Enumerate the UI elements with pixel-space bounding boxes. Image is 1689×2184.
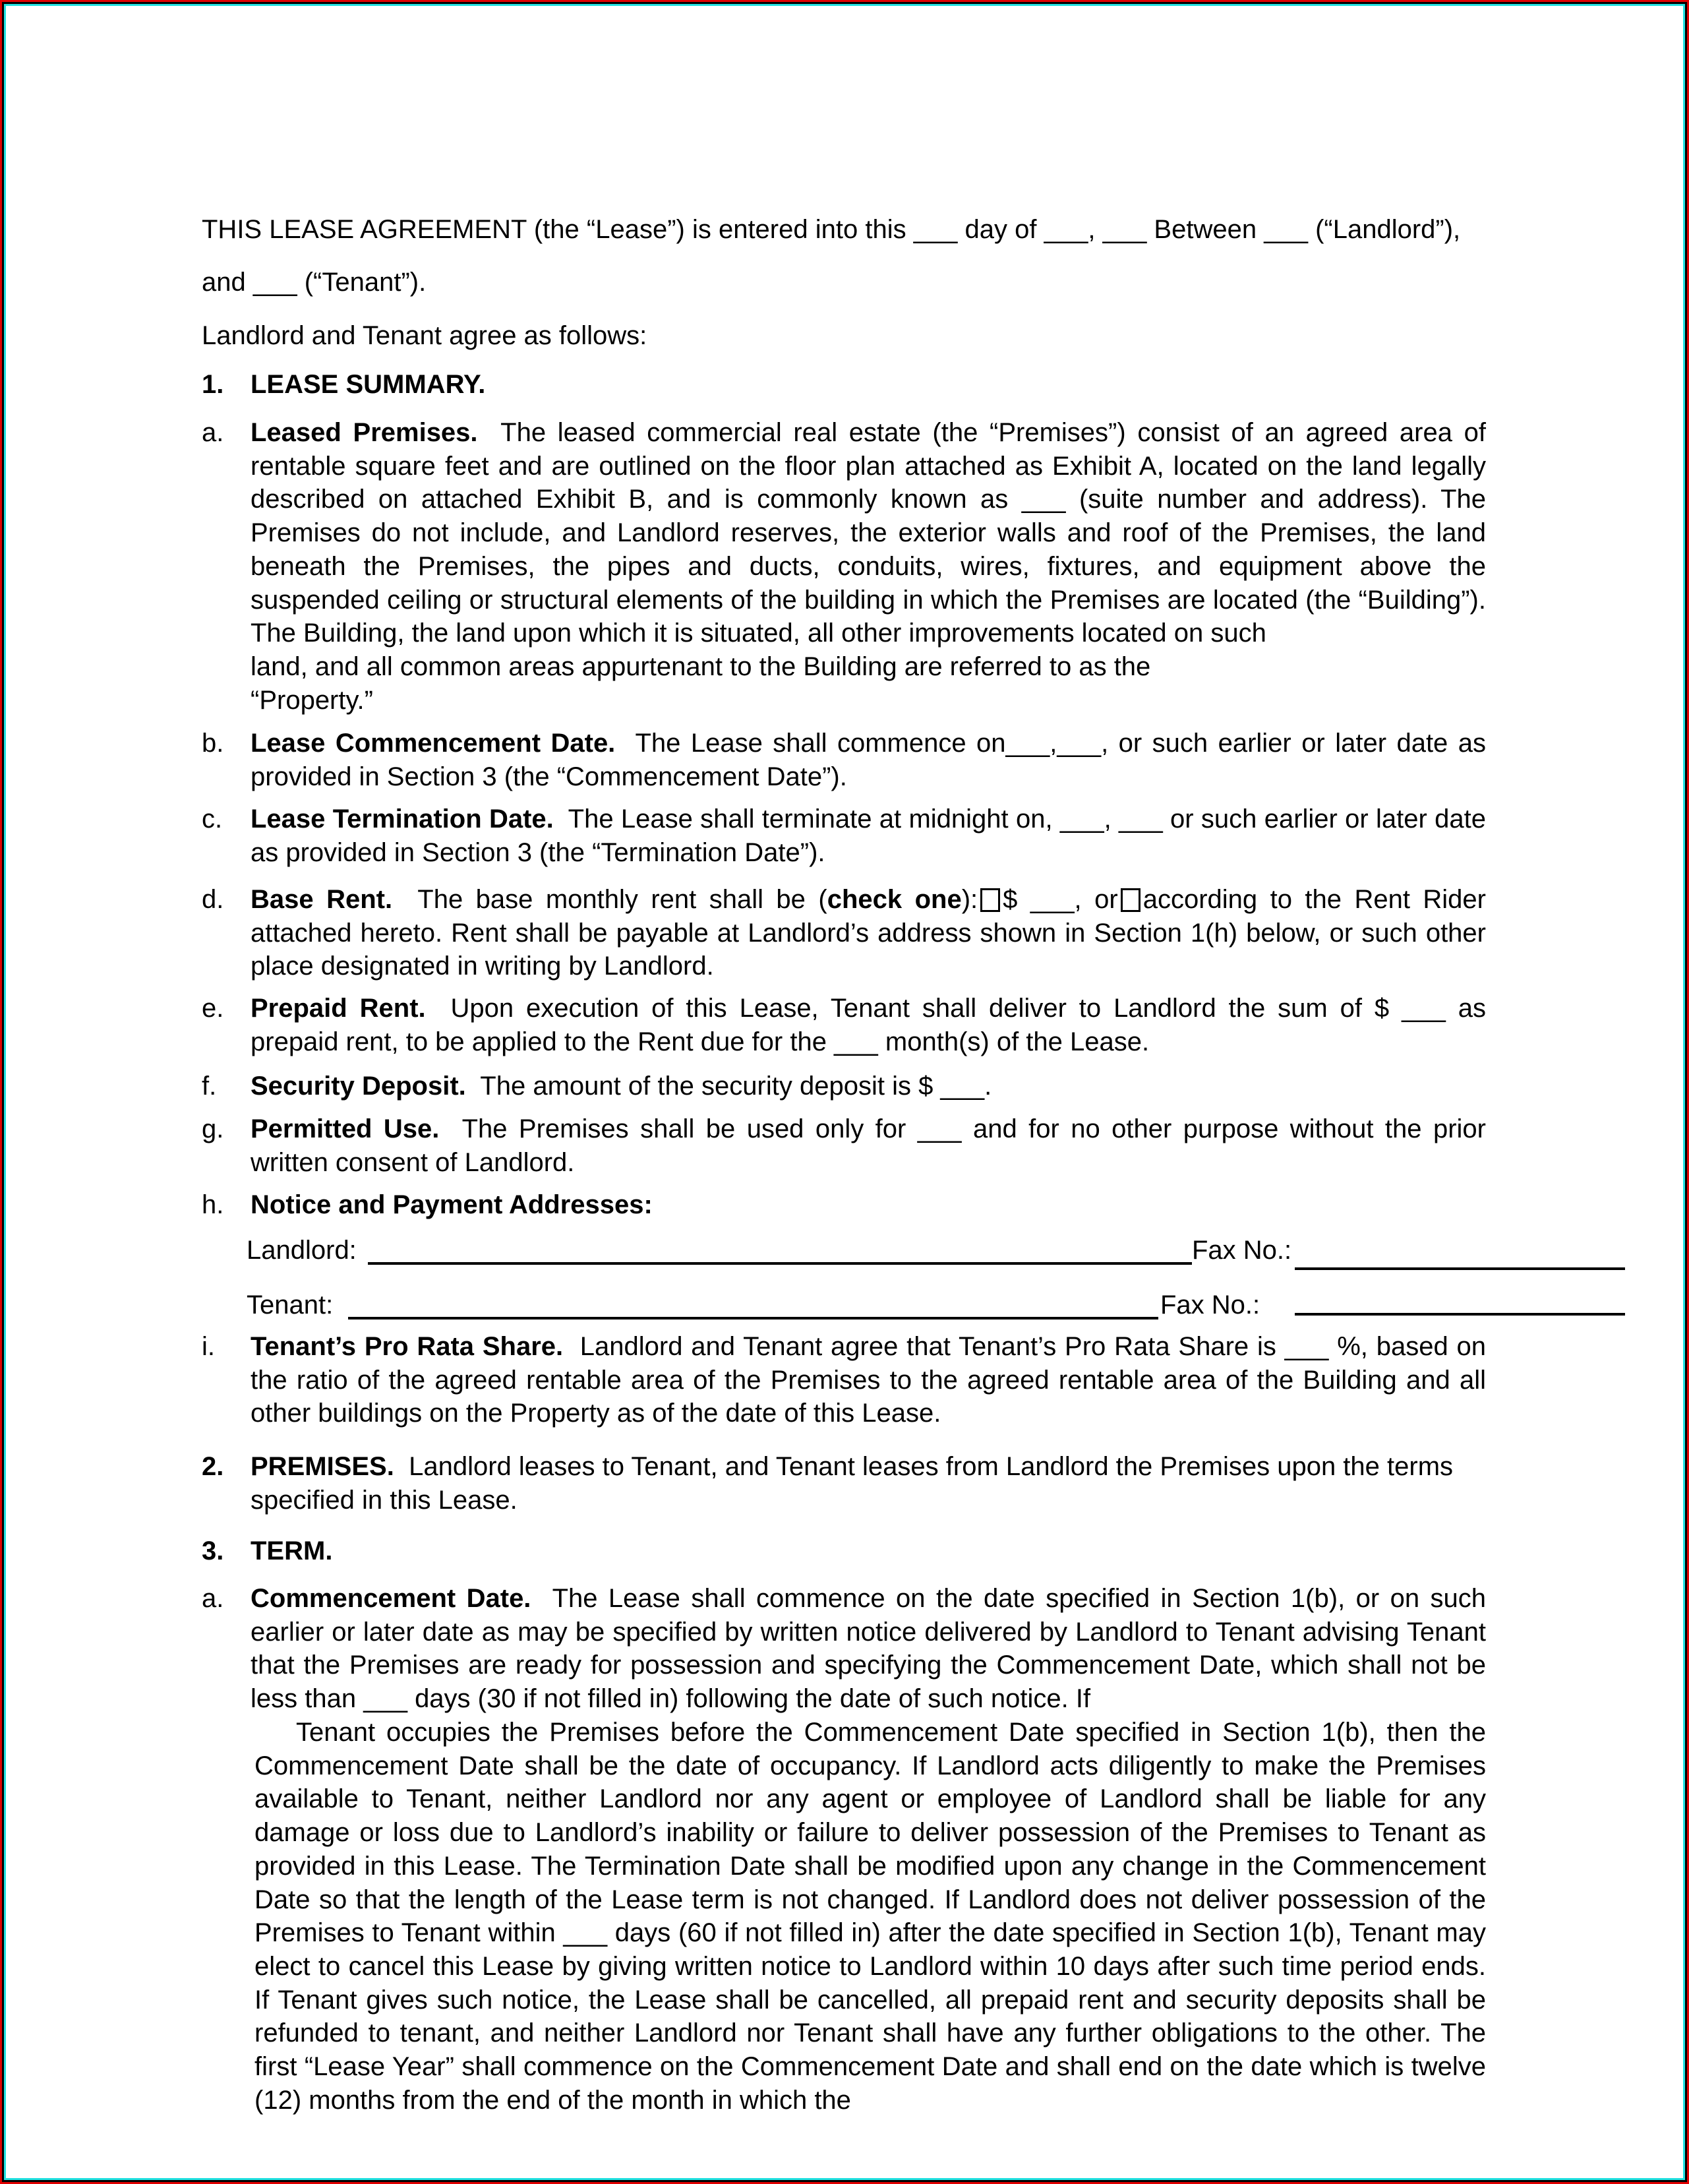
item-text: Upon execution of this Lease, Tenant shall deliver to Landlord the sum of $ ___ as prepaid rent, to be applied to the Rent due for the ___ month(s) of the Lease. — [251, 994, 1486, 1056]
item-3a-continuation: Tenant occupies the Premises before the Commencement Date specified in Section 1(b), then the Commencement Date shall be the date of occupancy. If Landlord acts diligently to make the Premises available to Tenant, neither Landlord nor any agent or employee of Landlord shall be liable for any damage or loss due to Landlord’s inability or failure to deliver possession of the Premises to Tenant as provided in this Lease. The Termination Date shall be modified upon any change in the Commencement Date so that the length of the Lease term is not changed. If Landlord does not deliver possession of the Premises to Tenant within ___ days (60 if not filled in) after the date specified in Section 1(b), Tenant may elect to cancel this Lease by giving written notice to Landlord within 10 days after such time period ends. If Tenant gives such notice, the Lease shall be cancelled, all prepaid rent and security deposits shall be refunded to tenant, and neither Landlord nor Tenant shall have any further obligations to the other. The first “Lease Year” shall commence on the Commencement Date and shall end on the date which is twelve (12) months from the end of the month in which the — [254, 1718, 1486, 2115]
item-text: The base monthly rent shall be ( — [417, 885, 827, 914]
item-text: The Lease shall terminate at midnight on, ___, ___ or such earlier or later date as provided in Section 3 (the “Termination Date”). — [251, 804, 1486, 867]
item-3a-letter: a. — [202, 1584, 224, 1613]
item-h-letter: h. — [202, 1190, 224, 1219]
section-1-title: LEASE SUMMARY. — [251, 370, 486, 399]
tenant-address-field[interactable] — [348, 1317, 1158, 1320]
item-text: $ ___, or — [1003, 885, 1118, 914]
item-prepaid-rent — [251, 992, 1486, 1058]
item-text: The leased commercial real estate (the “Premises”) consist of an agreed area of rentable square feet and are outlined on the floor plan attached as Exhibit A, located on the land legally described on attached Exhibit B, and is commonly known as ___ (suite number and address). The Premises do not include, and Landlord reserves, the exterior walls and roof of the Premises, the land beneath the Premises, the pipes and ducts, conduits, wires, fixtures, and equipment above the suspended ceiling or structural elements of the building in which the Premises are located (the “Building”). The Building, the land upon which it is situated, all other improvements located on such — [251, 418, 1486, 648]
tenant-label: Tenant: — [247, 1290, 334, 1320]
item-title: Permitted Use. — [251, 1114, 440, 1143]
landlord-fax-label: Fax No.: — [1192, 1236, 1292, 1265]
item-title: Base Rent. — [251, 885, 393, 914]
item-security-deposit — [251, 1070, 1486, 1103]
item-title: Security Deposit. — [251, 1072, 466, 1101]
section-3-title: TERM. — [251, 1536, 333, 1565]
check-one-label: check one — [827, 885, 962, 914]
section-3-number: 3. — [202, 1536, 224, 1565]
item-f-letter: f. — [202, 1072, 217, 1101]
item-a-letter: a. — [202, 418, 224, 447]
tenant-fax-field[interactable] — [1295, 1313, 1625, 1316]
item-a-tail-1: land, and all common areas appurtenant to the Building are referred to as the — [251, 652, 1151, 681]
item-text: Landlord and Tenant agree that Tenant’s Pro Rata Share is ___ %, based on the ratio of the agreed rentable area of the Premises to the agreed rentable area of the Building and all other buildings on the Property as of the date of this Lease. — [251, 1332, 1487, 1428]
item-title: Leased Premises. — [251, 418, 478, 447]
item-title: Commencement Date. — [251, 1584, 531, 1613]
intro-line-1: THIS LEASE AGREEMENT (the “Lease”) is entered into this ___ day of ___, ___ Between ___ (“Landlord”), — [202, 215, 1461, 244]
item-text: according to the Rent Rider attached hereto. Rent shall be payable at Landlord’s address shown in Section 1(h) below, or such other place designated in writing by Landlord. — [251, 885, 1486, 981]
item-commencement-date — [251, 727, 1486, 793]
item-b-letter: b. — [202, 729, 224, 758]
item-d-letter: d. — [202, 885, 224, 914]
item-title: Tenant’s Pro Rata Share. — [251, 1332, 564, 1361]
item-e-letter: e. — [202, 994, 224, 1023]
item-text: The Lease shall commence on___,___, or such earlier or later date as provided in Section 3 (the “Commencement Date”). — [251, 729, 1486, 791]
section-text: Landlord leases to Tenant, and Tenant leases from Landlord the Premises upon the terms specified in this Lease. — [251, 1452, 1454, 1515]
intro-line-3: Landlord and Tenant agree as follows: — [202, 321, 647, 350]
item-text: The amount of the security deposit is $ ___. — [480, 1072, 992, 1101]
item-a-tail-2: “Property.” — [251, 686, 373, 715]
landlord-fax-field[interactable] — [1295, 1267, 1625, 1270]
item-3a-commencement — [251, 1582, 1486, 1716]
checkbox-fixed-rent[interactable] — [980, 888, 1000, 912]
item-i-letter: i. — [202, 1332, 215, 1361]
checkbox-rent-rider[interactable] — [1121, 888, 1141, 912]
item-title: Lease Commencement Date. — [251, 729, 616, 758]
intro-line-2: and ___ (“Tenant”). — [202, 268, 427, 297]
tenant-fax-label: Fax No.: — [1160, 1290, 1260, 1320]
landlord-label: Landlord: — [247, 1236, 357, 1265]
item-title: Lease Termination Date. — [251, 804, 554, 834]
item-leased-premises — [251, 416, 1486, 650]
item-c-letter: c. — [202, 804, 223, 834]
landlord-address-field[interactable] — [368, 1262, 1192, 1265]
item-pro-rata-share — [251, 1330, 1486, 1430]
item-text: ): — [961, 885, 978, 914]
item-permitted-use — [251, 1112, 1486, 1179]
item-text: The Premises shall be used only for ___ and for no other purpose without the prior written consent of Landlord. — [251, 1114, 1486, 1177]
item-base-rent — [251, 883, 1486, 983]
section-2-number: 2. — [202, 1452, 224, 1481]
item-g-letter: g. — [202, 1114, 224, 1143]
item-notice-addresses-title: Notice and Payment Addresses: — [251, 1190, 653, 1219]
item-title: Prepaid Rent. — [251, 994, 426, 1023]
section-title: PREMISES. — [251, 1452, 394, 1481]
item-text: The Lease shall commence on the date specified in Section 1(b), or on such earlier or later date as may be specified by written notice delivered by Landlord to Tenant advising Tenant that the Premises are ready for possession and specifying the Commencement Date, which shall not be less than ___ days (30 if not filled in) following the date of such notice. If — [251, 1584, 1486, 1714]
item-termination-date — [251, 803, 1486, 869]
section-1-number: 1. — [202, 370, 224, 399]
section-premises — [251, 1450, 1510, 1517]
